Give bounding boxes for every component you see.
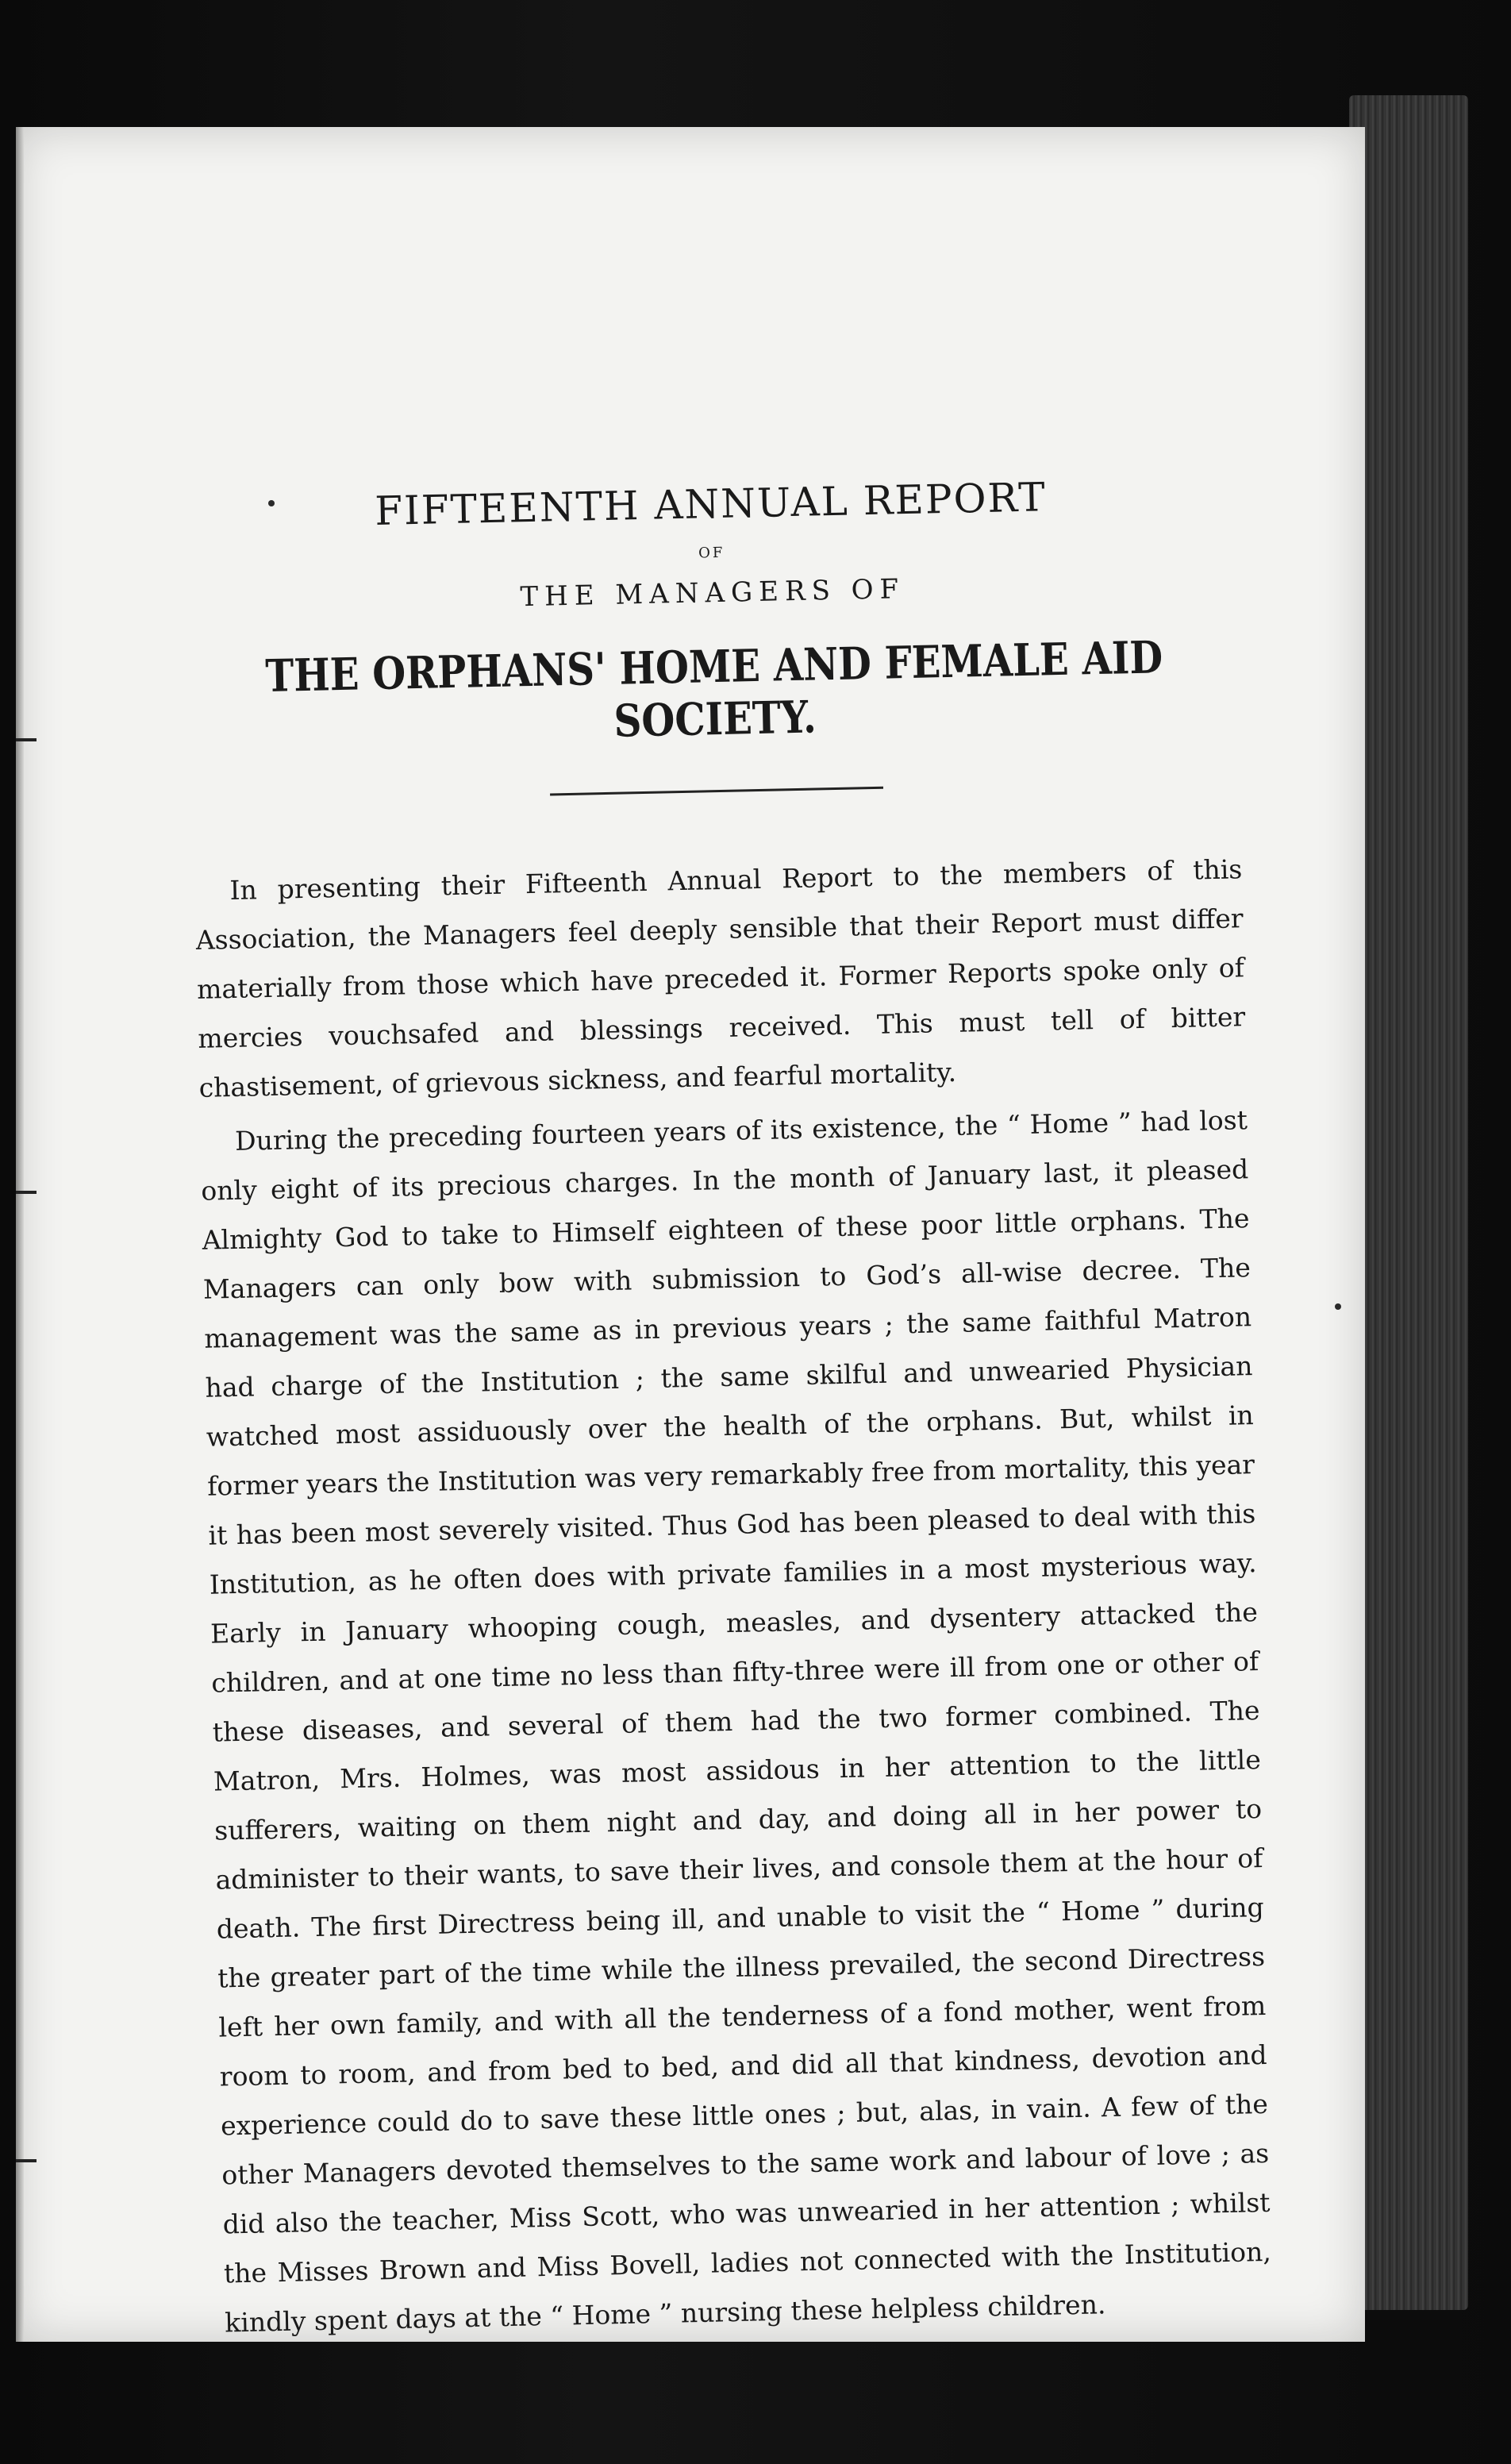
margin-tick-mark [16, 2159, 37, 2162]
title-connector: OF [698, 544, 725, 562]
society-name: THE ORPHANS' HOME AND FEMALE AID SOCIETY. [264, 631, 1163, 748]
book-page-edges [1349, 95, 1468, 2310]
binding-margin [16, 127, 24, 2342]
speck-mark [1335, 1303, 1341, 1310]
report-text-block [186, 470, 1273, 2342]
body-paragraph-2: During the preceding fourteen years of its existence, the “ Home ” had lost only eight of its precious charges. In the month of January last, it pleased Almighty God to take to Himself eighteen of these poor little orphans. The Managers can only bow with submission to God’s all-wise decree. The management was the same as in previous years ; the same faithful Matron had charge of the Institution ; the same skilful and unwearied Physician watched most assiduously over the health of the orphans. But, whilst in former years the Institution was very remarkably free from mortality, this year it has been most severely visited. Thus God has been pleased to deal with this Institution, as he often does with private families in a most mysterious way. Early in January whooping cough, measles, and dysentery attacked the children, and at one time no less than fifty-three were ill from one or other of these diseases, and several of them had the two former combined. The Matron, Mrs. Holmes, was most assidous in her attention to the little sufferers, waiting on them night and day, and doing all in her power to administer to their wants, to save their lives, and console them at the hour of death. The first Directress being ill, and unable to visit the “ Home ” during the greater part of the time while the illness prevailed, the second Directress left her own family, and with all the tenderness of a fond mother, went from room to room, and from bed to bed, and did all that kindness, devotion and experience could do to save these little ones ; but, alas, in vain. A few of the other Managers devoted themselves to the same work and labour of love ; as did also the teacher, Miss Scott, who was unwearied in her attention ; whilst the Misses Brown and Miss Bovell, ladies not connected with the Institution, kindly spent days at the “ Home ” nursing these helpless children. [201, 1104, 1272, 2339]
page [16, 127, 1365, 2342]
body-paragraph-1: In presenting their Fifteenth Annual Report to the members of this Association, the Managers feel deeply sensible that their Report must differ materially from those which have preceded it. Former Reports spoke only of mercies vouchsafed and blessings received. This must tell of bitter chastisement, of grievous sickness, and fearful mortality. [195, 853, 1246, 1103]
margin-tick-mark [16, 1191, 37, 1194]
title-rule [550, 787, 883, 796]
report-title: FIFTEENTH ANNUAL REPORT [374, 474, 1048, 535]
report-subtitle: THE MANAGERS OF [520, 573, 905, 614]
margin-tick-mark [16, 738, 37, 741]
